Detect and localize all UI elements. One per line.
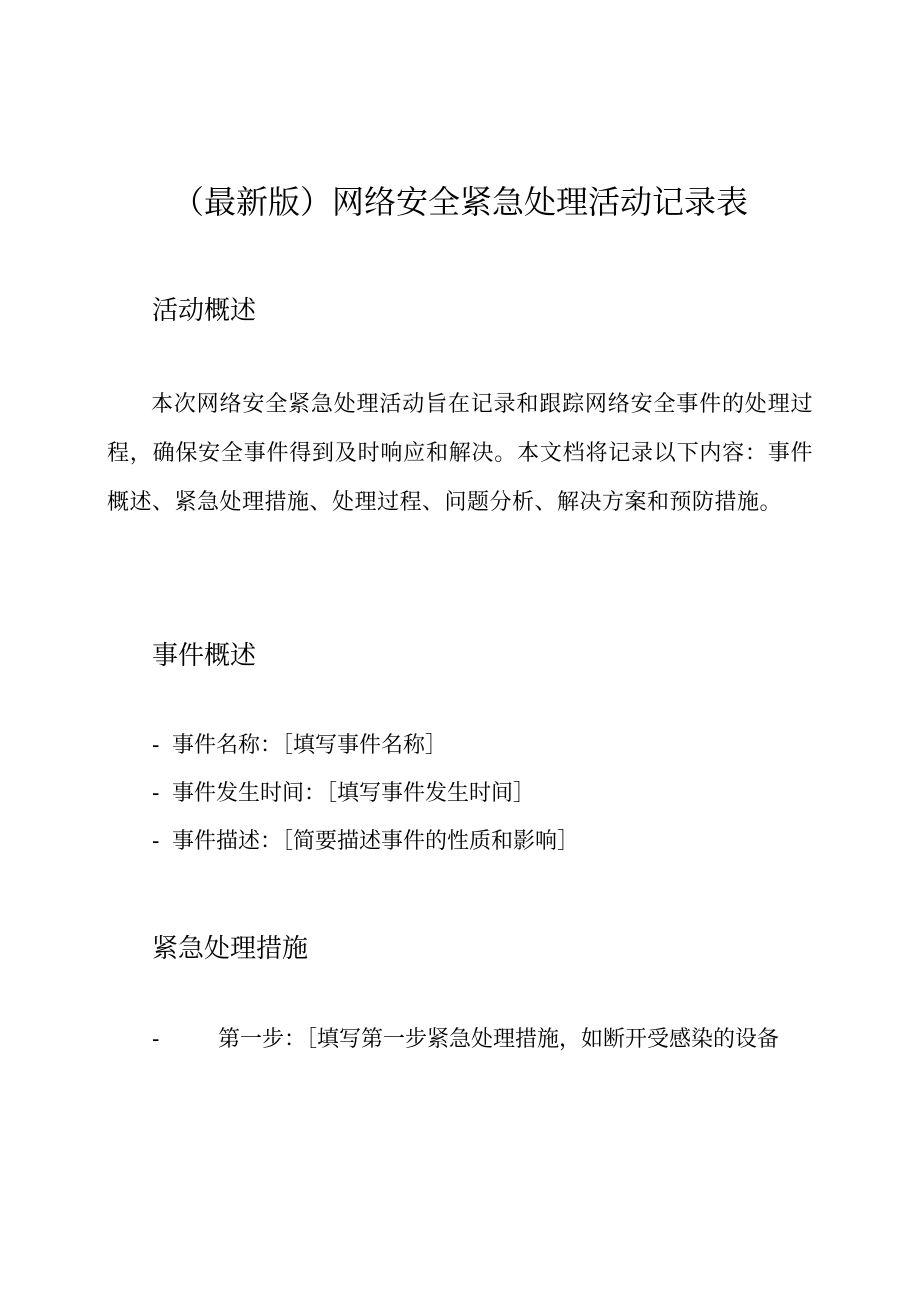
section-heading-emergency: 紧急处理措施 [152,934,309,964]
list-item-event-description [152,818,579,866]
list-item-event-time [152,770,579,818]
section-heading-event: 事件概述 [152,641,257,671]
list-dash: - [152,829,160,854]
list-dash: - [152,781,160,806]
list-item-event-name [152,722,579,770]
list-item-text: 事件名称：［填写事件名称］ [172,733,448,758]
list-dash: - [152,733,160,758]
event-detail-list [152,722,579,866]
list-dash: - [152,1027,160,1052]
document-title: （最新版）网络安全紧急处理活动记录表 [171,183,748,221]
list-item-text: 事件发生时间：［填写事件发生时间］ [172,781,536,806]
step-text: 第一步：［填写第一步紧急处理措施，如断开受感染的设备 [218,1027,780,1052]
list-item-text: 事件描述：［简要描述事件的性质和影响］ [172,829,580,854]
emergency-step-1 [152,1016,779,1064]
overview-paragraph: 本次网络安全紧急处理活动旨在记录和跟踪网络安全事件的处理过程，确保安全事件得到及时响应和解决。本文档将记录以下内容：事件概述、紧急处理措施、处理过程、问题分析、解决方案和预防措施。 [107,392,813,515]
section-heading-overview: 活动概述 [152,296,257,326]
